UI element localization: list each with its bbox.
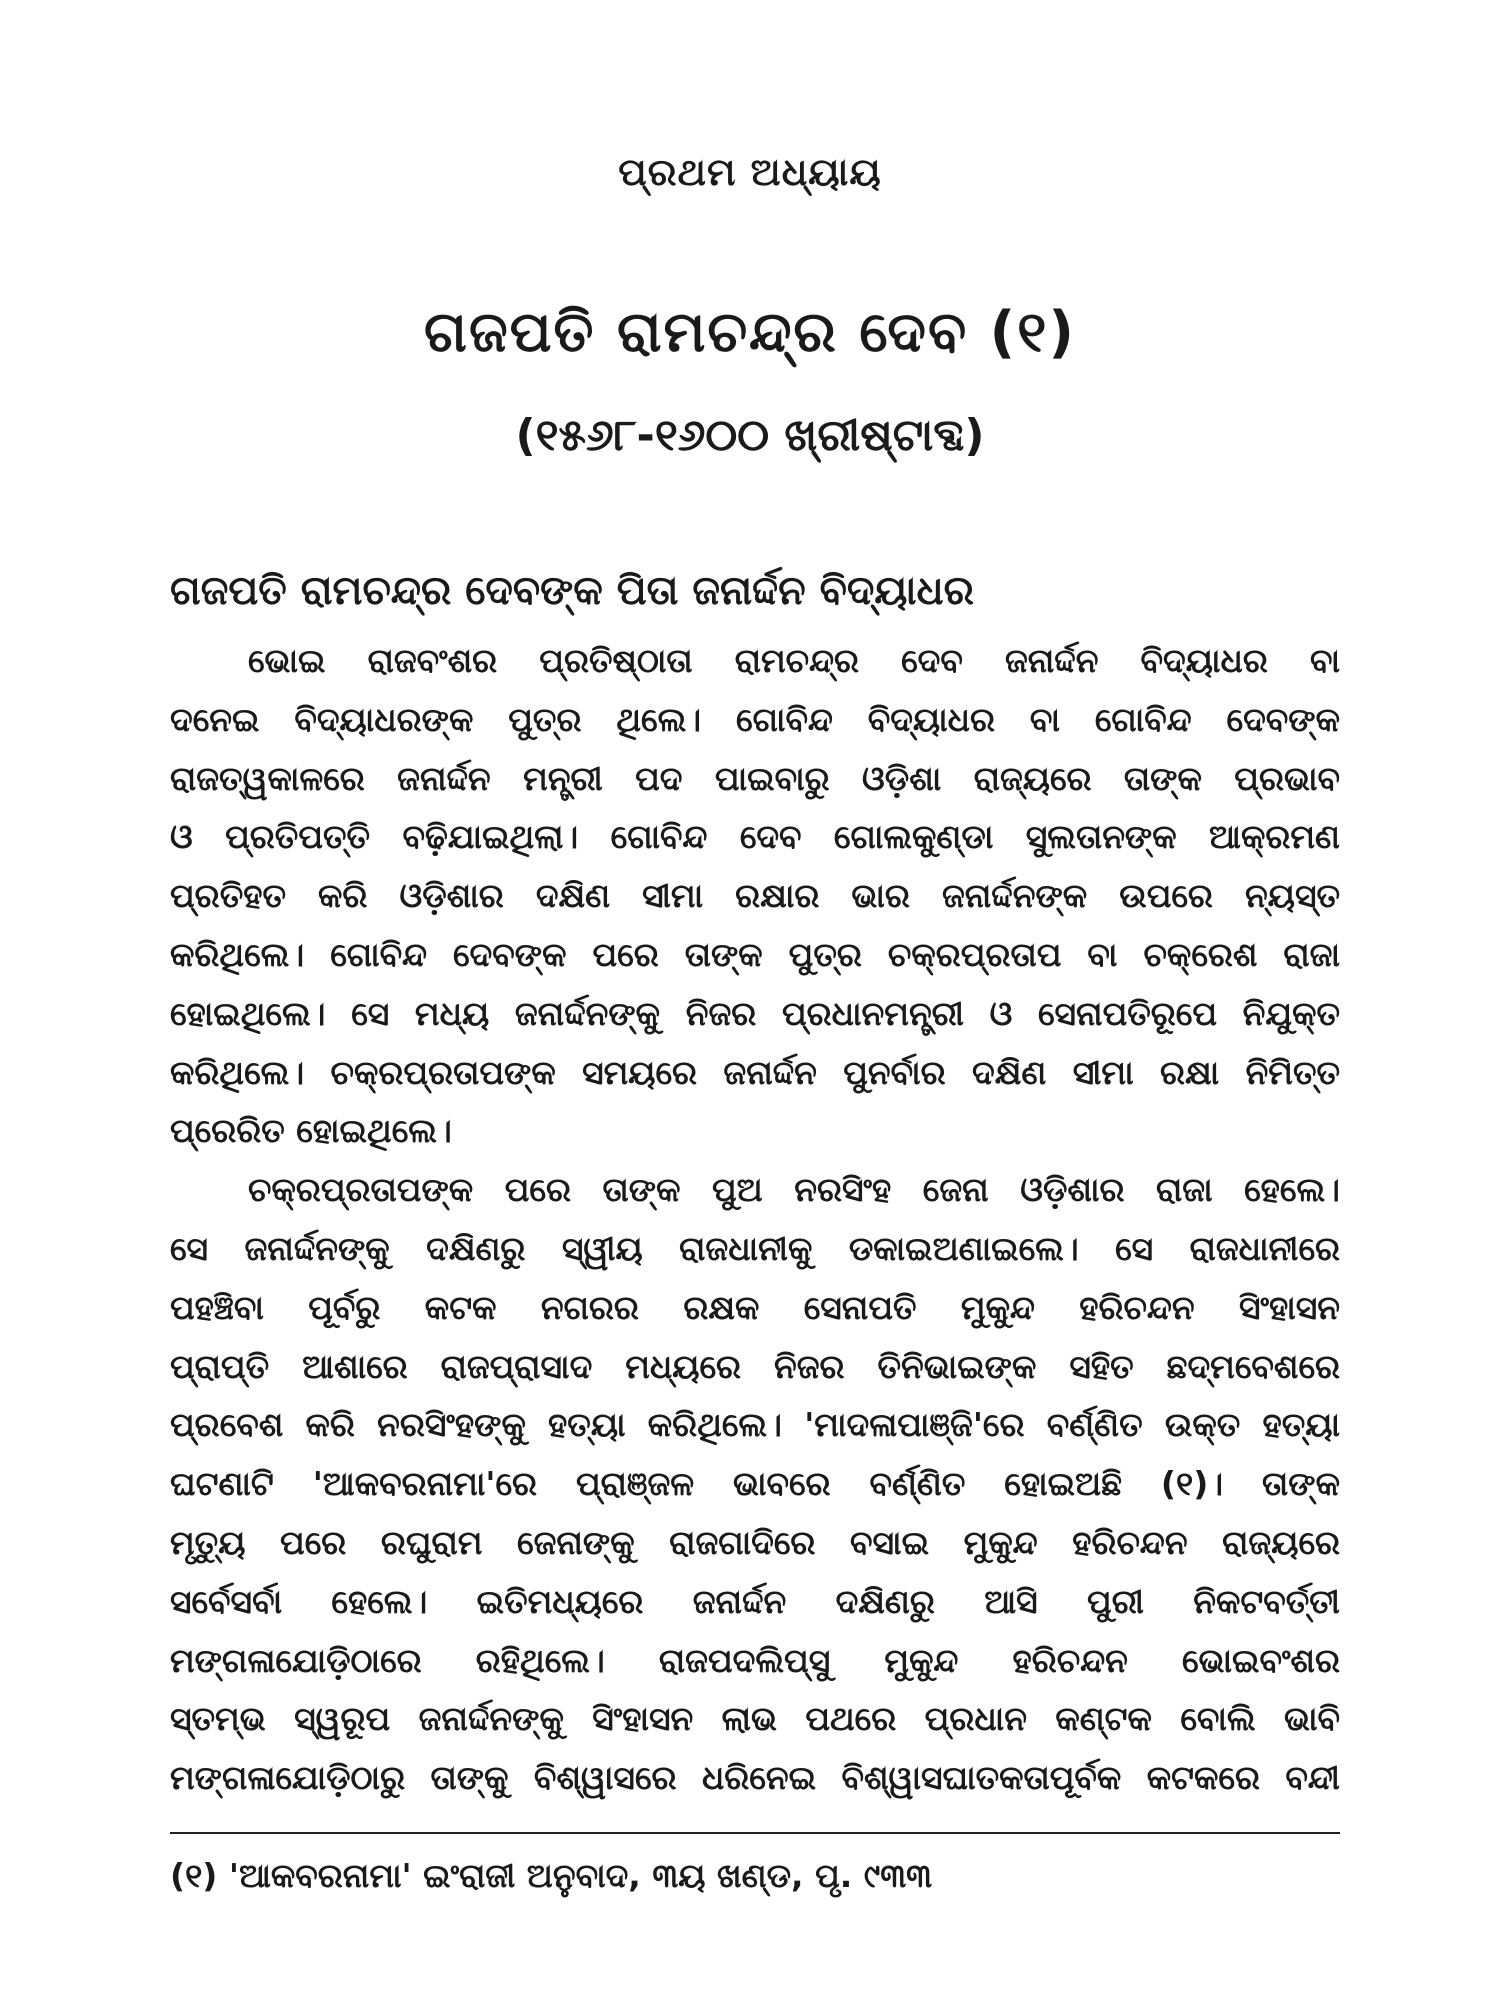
text-line: ସର୍ବେସର୍ବା ହେଲେ। ଇତିମଧ୍ୟରେ ଜନାର୍ଦ୍ଦନ ଦକ୍ଷିଣରୁ ଆସି ପୁରୀ ନିକଟବର୍ତ୍ତୀ <box>170 1581 1340 1621</box>
section-heading: ଗଜପତି ରାମଚନ୍ଦ୍ର ଦେବଙ୍କ ପିତା ଜନାର୍ଦ୍ଦନ ବିଦ୍ୟାଧର <box>170 568 974 614</box>
text-line: ପ୍ରତିହତ କରି ଓଡ଼ିଶାର ଦକ୍ଷିଣ ସୀମା ରକ୍ଷାର ଭାର ଜନାର୍ଦ୍ଦନଙ୍କ ଉପରେ ନ୍ୟସ୍ତ <box>170 876 1340 916</box>
chapter-label: ପ୍ରଥମ ଅଧ୍ୟାୟ <box>618 150 882 194</box>
text-line: ଦନେଇ ବିଦ୍ୟାଧରଙ୍କ ପୁତ୍ର ଥିଲେ। ଗୋବିନ୍ଦ ବିଦ୍ୟାଧର ବା ଗୋବିନ୍ଦ ଦେବଙ୍କ <box>170 699 1340 739</box>
text-line: କରିଥିଲେ। ଚକ୍ରପ୍ରତାପଙ୍କ ସମୟରେ ଜନାର୍ଦ୍ଦନ ପୁନର୍ବାର ଦକ୍ଷିଣ ସୀମା ରକ୍ଷା ନିମିତ୍ତ <box>170 1052 1340 1092</box>
year-range: (୧୫୬୮-୧୬୦୦ ଖ୍ରୀଷ୍ଟାବ୍ଦ) <box>515 410 985 461</box>
text-line: ହୋଇଥିଲେ। ସେ ମଧ୍ୟ ଜନାର୍ଦ୍ଦନଙ୍କୁ ନିଜର ପ୍ରଧାନମନ୍ତ୍ରୀ ଓ ସେନାପତିରୂପେ ନିଯୁକ୍ତ <box>170 993 1340 1033</box>
text-line: ମଙ୍ଗଳାଯୋଡ଼ିଠାରେ ରହିଥିଲେ। ରାଜପଦଲିପ୍ସୁ ମୁକୁନ୍ଦ ହରିଚନ୍ଦନ ଭୋଇବଂଶର <box>170 1640 1340 1680</box>
footnote: (୧) 'ଆକବରନାମା' ଇଂରାଜୀ ଅନୁବାଦ, ୩ୟ ଖଣ୍ଡ, ପୃ. ୯୩୩ <box>170 1856 933 1895</box>
text-line: ସ୍ତମ୍ଭ ସ୍ୱରୂପ ଜନାର୍ଦ୍ଦନଙ୍କୁ ସିଂହାସନ ଲାଭ ପଥରେ ପ୍ରଧାନ କଣ୍ଟକ ବୋଲି ଭାବି <box>170 1699 1340 1739</box>
text-line: ଚକ୍ରପ୍ରତାପଙ୍କ ପରେ ତାଙ୍କ ପୁଅ ନରସିଂହ ଜେନା ଓଡ଼ିଶାର ରାଜା ହେଲେ। <box>248 1170 1340 1210</box>
text-line: ପହଞ୍ଚିବା ପୂର୍ବରୁ କଟକ ନଗରର ରକ୍ଷକ ସେନାପତି ମୁକୁନ୍ଦ ହରିଚନ୍ଦନ ସିଂହାସନ <box>170 1287 1340 1327</box>
text-line: ମୃତ୍ୟୁ ପରେ ରଘୁରାମ ଜେନାଙ୍କୁ ରାଜଗାଦିରେ ବସାଇ ମୁକୁନ୍ଦ ହରିଚନ୍ଦନ ରାଜ୍ୟରେ <box>170 1522 1340 1562</box>
text-line: ପ୍ରେରିତ ହୋଇଥିଲେ। <box>170 1111 452 1151</box>
text-line: ଓ ପ୍ରତିପତ୍ତି ବଢ଼ିଯାଇଥିଲା। ଗୋବିନ୍ଦ ଦେବ ଗୋଲକୁଣ୍ଡା ସୁଲତାନଙ୍କ ଆକ୍ରମଣ <box>170 817 1340 857</box>
text-line: ସେ ଜନାର୍ଦ୍ଦନଙ୍କୁ ଦକ୍ଷିଣରୁ ସ୍ୱୀୟ ରାଜଧାନୀକୁ ଡକାଇଅଣାଇଲେ। ସେ ରାଜଧାନୀରେ <box>170 1228 1340 1268</box>
text-line: କରିଥିଲେ। ଗୋବିନ୍ଦ ଦେବଙ୍କ ପରେ ତାଙ୍କ ପୁତ୍ର ଚକ୍ରପ୍ରତାପ ବା ଚକ୍ରେଶ ରାଜା <box>170 934 1340 974</box>
text-line: ଘଟଣାଟି 'ଆକବରନାମା'ରେ ପ୍ରାଞ୍ଜଳ ଭାବରେ ବର୍ଣ୍ଣିତ ହୋଇଅଛି (୧)। ତାଙ୍କ <box>170 1464 1340 1504</box>
body-text <box>170 632 1340 1808</box>
footnote-divider <box>170 1832 1340 1834</box>
chapter-title: ଗଜପତି ରାମଚନ୍ଦ୍ର ଦେବ (୧) <box>423 300 1077 365</box>
text-line: ଭୋଇ ରାଜବଂଶର ପ୍ରତିଷ୍ଠାତା ରାମଚନ୍ଦ୍ର ଦେବ ଜନାର୍ଦ୍ଦନ ବିଦ୍ୟାଧର ବା <box>248 641 1340 680</box>
text-line: ପ୍ରାପ୍ତି ଆଶାରେ ରାଜପ୍ରାସାଦ ମଧ୍ୟରେ ନିଜର ତିନିଭାଇଙ୍କ ସହିତ ଛଦ୍ମବେଶରେ <box>170 1346 1340 1386</box>
text-line: ମଙ୍ଗଳାଯୋଡ଼ିଠାରୁ ତାଙ୍କୁ ବିଶ୍ୱାସରେ ଧରିନେଇ ବିଶ୍ୱାସଘାତକତାପୂର୍ବକ କଟକରେ ବନ୍ଦୀ <box>170 1758 1340 1798</box>
text-line: ରାଜତ୍ୱକାଳରେ ଜନାର୍ଦ୍ଦନ ମନ୍ତ୍ରୀ ପଦ ପାଇବାରୁ ଓଡ଼ିଶା ରାଜ୍ୟରେ ତାଙ୍କ ପ୍ରଭାବ <box>170 758 1340 798</box>
text-line: ପ୍ରବେଶ କରି ନରସିଂହଙ୍କୁ ହତ୍ୟା କରିଥିଲେ। 'ମାଦଳାପାଞ୍ଜି'ରେ ବର୍ଣ୍ଣିତ ଉକ୍ତ ହତ୍ୟା <box>170 1405 1340 1445</box>
